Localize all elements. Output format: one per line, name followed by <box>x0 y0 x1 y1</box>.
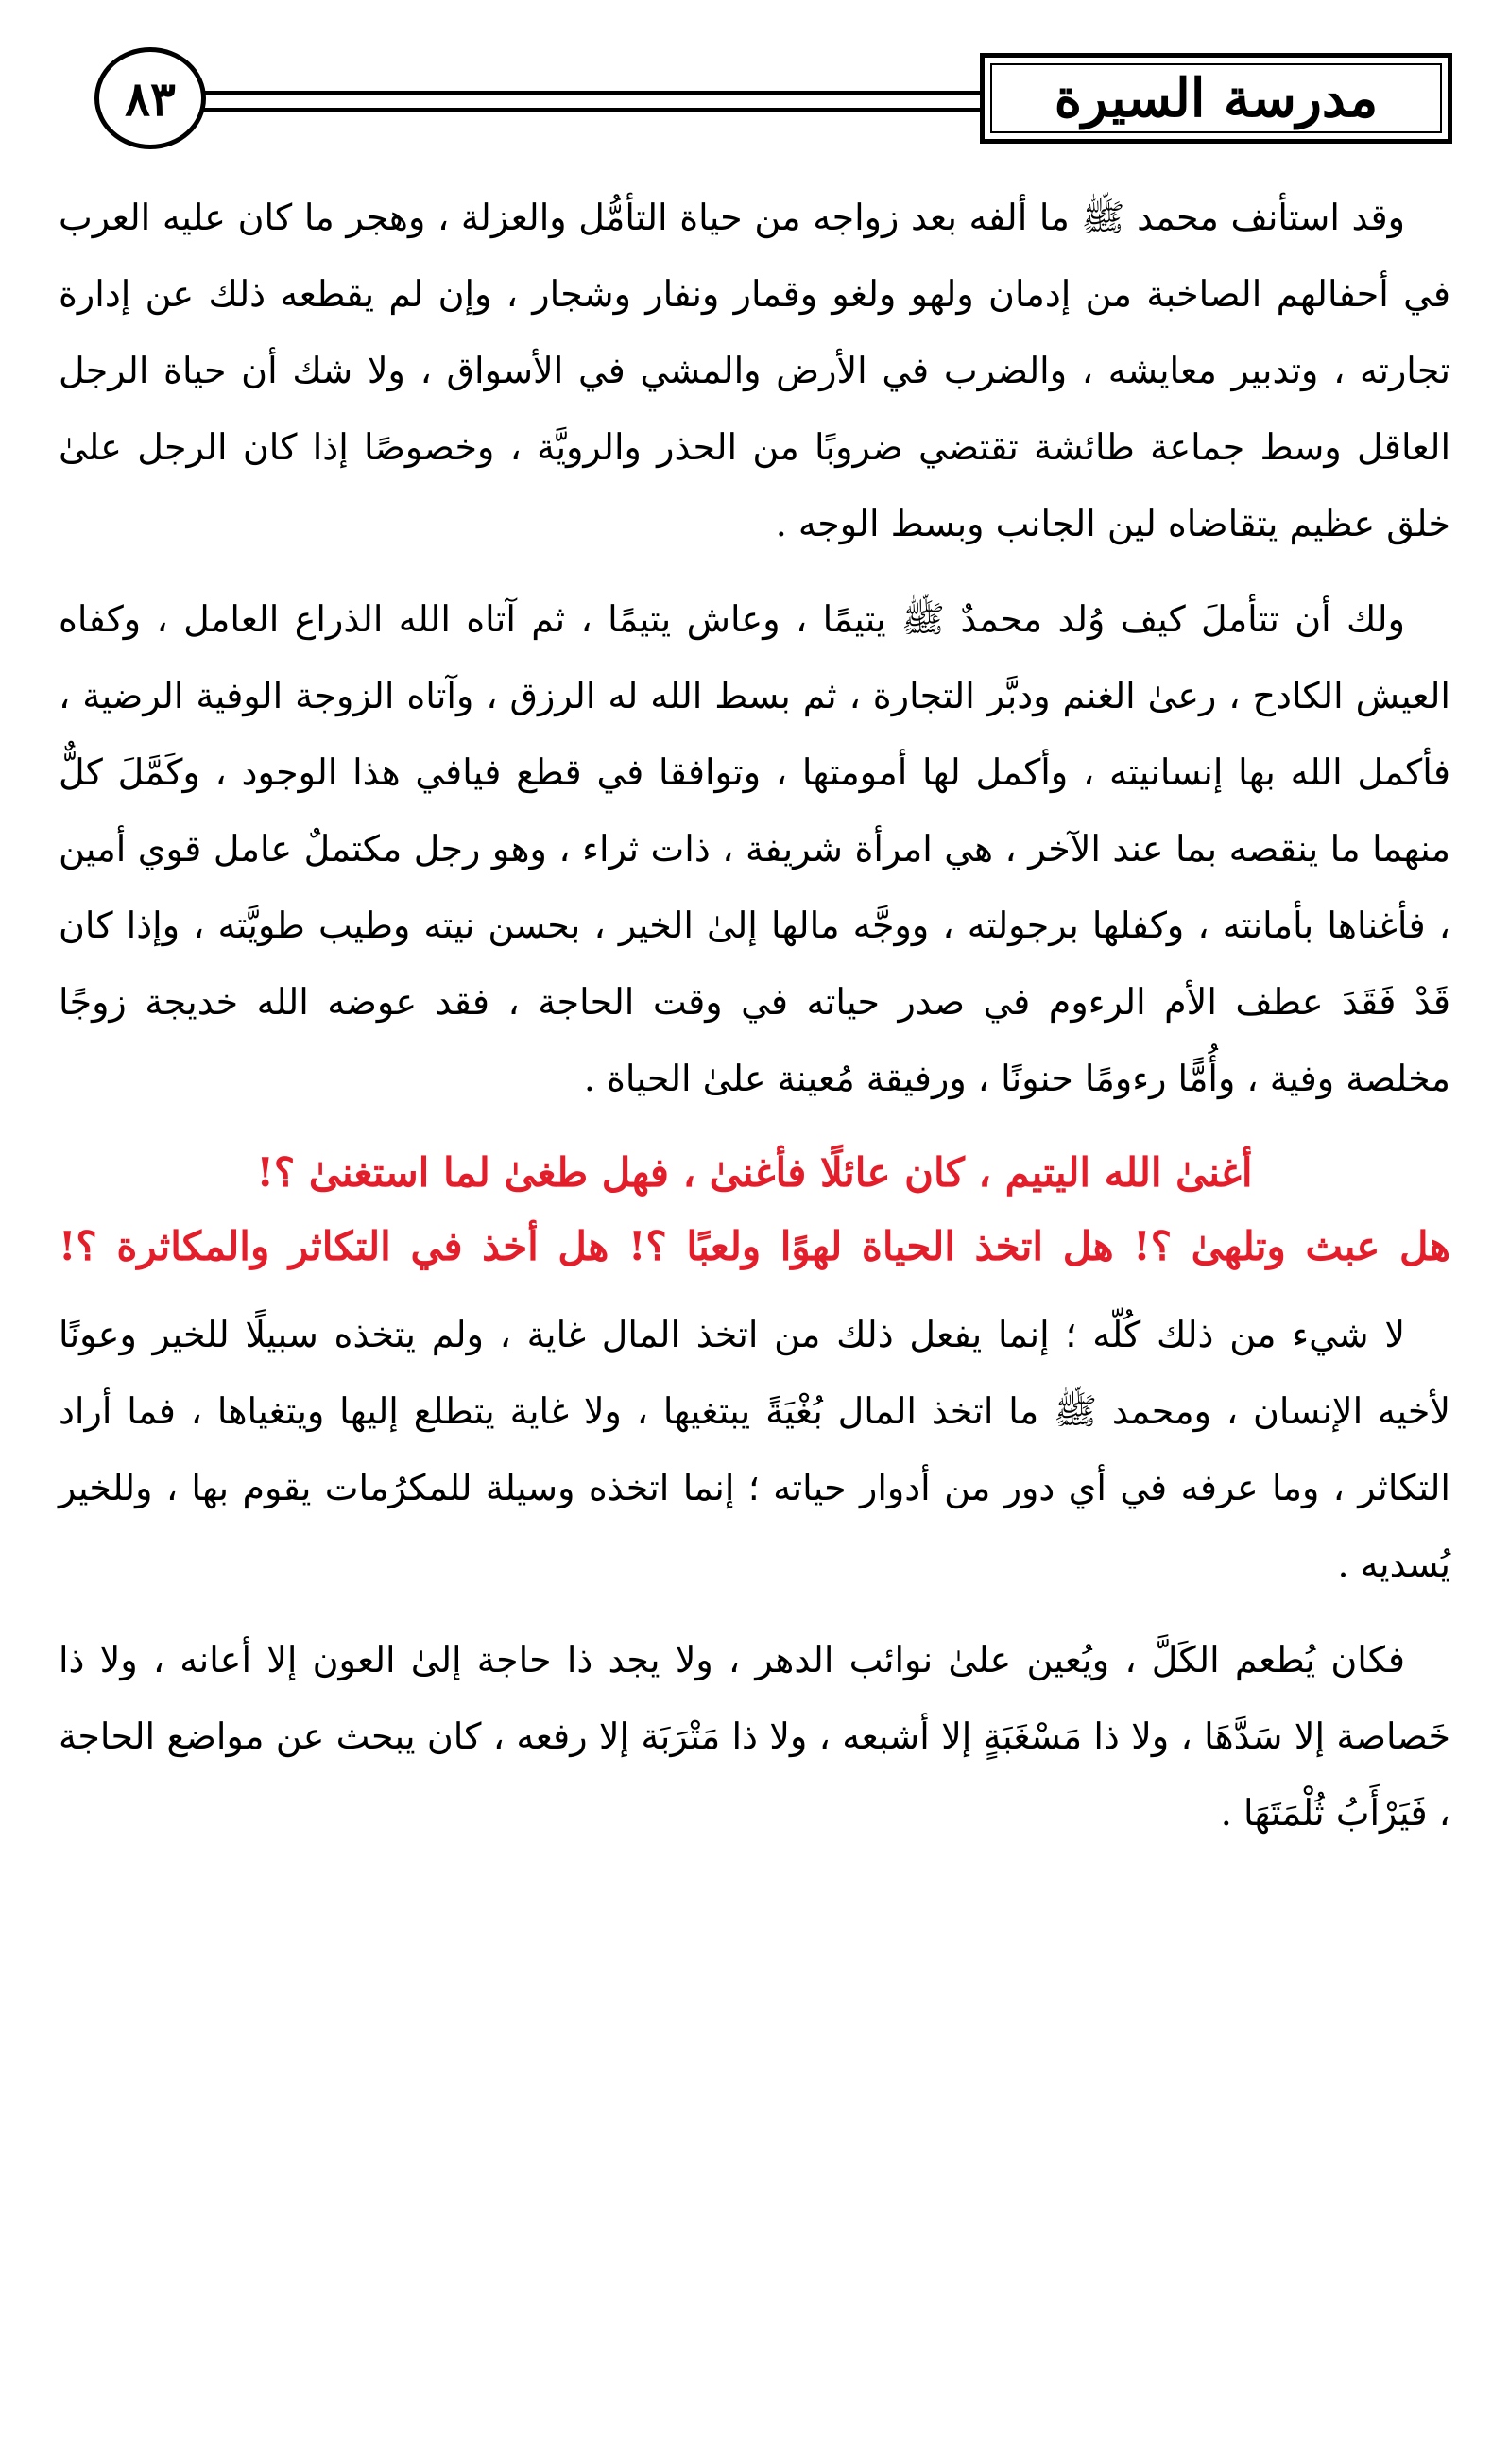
paragraph: لا شيء من ذلك كُلّه ؛ إنما يفعل ذلك من اتخذ المال غاية ، ولم يتخذه سبيلًا للخير وعونًا لأخيه الإنسان ، ومحمد ﷺ ما اتخذ المال بُغْيَةً يبتغيها ، ولا غاية يتطلع إليها ويتغياها ، فما أراد التكاثر ، وما عرفه في أي دور من أدوار حياته ؛ إنما اتخذه وسيلة للمكرُمات يقوم بها ، وللخير يُسديه . <box>59 1314 1450 1585</box>
section-heading <box>59 1136 1450 1284</box>
heading-line: أغنىٰ الله اليتيم ، كان عائلًا فأغنىٰ ، فهل طغىٰ لما استغنىٰ ؟! <box>256 1149 1253 1196</box>
running-title-box <box>980 53 1452 144</box>
header-rule-top <box>198 91 980 95</box>
page-number: ٨٣ <box>94 47 206 149</box>
paragraph: فكان يُطعم الكَلَّ ، ويُعين علىٰ نوائب الدهر ، ولا يجد ذا حاجة إلىٰ العون إلا أعانه ، ولا ذا خَصاصة إلا سَدَّهَا ، ولا ذا مَسْغَبَةٍ إلا أشبعه ، ولا ذا مَتْرَبَة إلا رفعه ، كان يبحث عن مواضع الحاجة ، فَيَرْأَبُ ثُلْمَتَهَا . <box>59 1639 1450 1834</box>
running-title: مدرسة السيرة <box>1054 67 1379 129</box>
page-header <box>57 47 1452 165</box>
paragraph: وقد استأنف محمد ﷺ ما ألفه بعد زواجه من حياة التأمُّل والعزلة ، وهجر ما كان عليه العرب في أحفالهم الصاخبة من إدمان ولهو ولغو وقمار ونفار وشجار ، وإن لم يقطعه ذلك عن إدارة تجارته ، وتدبير معايشه ، والضرب في الأرض والمشي في الأسواق ، ولا شك أن حياة الرجل العاقل وسط جماعة طائشة تقتضي ضروبًا من الحذر والرويَّة ، وخصوصًا إذا كان الرجل علىٰ خلق عظيم يتقاضاه لين الجانب وبسط الوجه . <box>59 197 1450 544</box>
heading-line: هل عبث وتلهىٰ ؟! هل اتخذ الحياة لهوًا ولعبًا ؟! هل أخذ في التكاثر والمكاثرة ؟! <box>59 1223 1450 1269</box>
paragraph: ولك أن تتأملَ كيف وُلد محمدٌ ﷺ يتيمًا ، وعاش يتيمًا ، ثم آتاه الله الذراع العامل ، وكفاه العيش الكادح ، رعىٰ الغنم ودبَّر التجارة ، ثم بسط الله له الرزق ، وآتاه الزوجة الوفية الرضية ، فأكمل الله بها إنسانيته ، وأكمل لها أمومتها ، وتوافقا في قطع فيافي هذا الوجود ، وكَمَّلَ كلٌّ منهما ما ينقصه بما عند الآخر ، هي امرأة شريفة ، ذات ثراء ، وهو رجل مكتملٌ عامل قوي أمين ، فأغناها بأمانته ، وكفلها برجولته ، ووجَّه مالها إلىٰ الخير ، بحسن نيته وطيب طويَّته ، وإذا كان قَدْ فَقَدَ عطف الأم الرءوم في صدر حياته في وقت الحاجة ، فقد عوضه الله خديجة زوجًا مخلصة وفية ، وأُمًّا رءومًا حنونًا ، ورفيقة مُعينة علىٰ الحياة . <box>59 598 1450 1099</box>
page-body <box>59 180 1450 1870</box>
header-rule-bottom <box>198 108 980 112</box>
